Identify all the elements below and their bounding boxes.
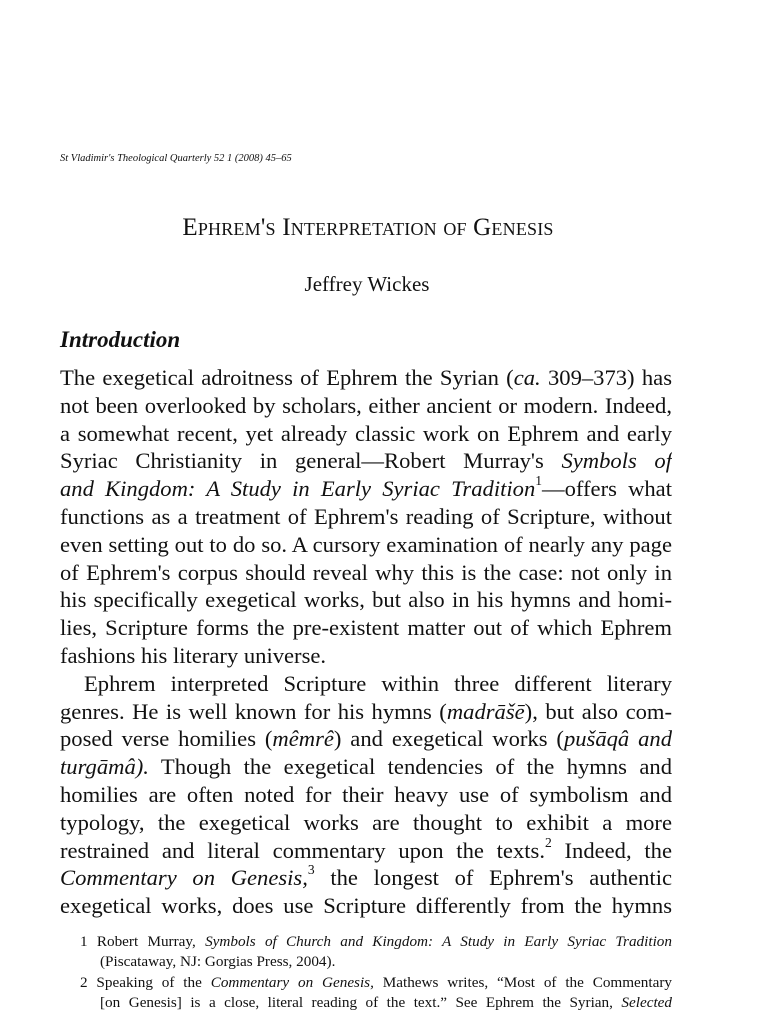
footnote-ref-3[interactable]: 3 xyxy=(307,864,315,878)
text-line: and Kingdom: A Study in Early Syriac Tradition$^1$—offers what xyxy=(60,475,672,502)
footnote-ref-2[interactable]: 2 xyxy=(544,836,552,850)
footnote-1-continued: (Piscataway, NJ: Gorgias Press, 2004). xyxy=(100,953,336,971)
article-title: Ephrem's Interpretation of Genesis xyxy=(182,214,554,241)
text-line: Syriac Christianity in general—Robert Murray's Symbols of xyxy=(60,448,672,474)
body-text xyxy=(60,364,672,920)
paragraph-1 xyxy=(60,364,672,670)
text-line: his specifically exegetical works, but also in his hymns and homi- xyxy=(60,587,672,613)
footnote-2: 2 Speaking of the Commentary on Genesis, Mathews writes, “Most of the Commentary xyxy=(80,973,672,991)
text-line: genres. He is well known for his hymns (madrāšē), but also com- xyxy=(60,698,672,724)
text-line: not been overlooked by scholars, either ancient or modern. Indeed, xyxy=(60,392,672,418)
text-line: typology, the exegetical works are thought to exhibit a more xyxy=(60,809,672,835)
text-line: homilies are often noted for their heavy use of symbolism and xyxy=(60,781,672,807)
footnote-1: 1 Robert Murray, Symbols of Church and Kingdom: A Study in Early Syriac Tradition xyxy=(80,933,672,950)
text-line: even setting out to do so. A cursory examination of nearly any page xyxy=(60,531,672,557)
text-line: Ephrem interpreted Scripture within three different literary xyxy=(84,670,672,696)
running-head: St Vladimir's Theological Quarterly 52 1 (2008) 45–65 xyxy=(60,153,292,164)
text-line: of Ephrem's corpus should reveal why this is the case: not only in xyxy=(60,559,672,585)
text-line: lies, Scripture forms the pre-existent matter out of which Ephrem xyxy=(60,615,672,641)
text-line: functions as a treatment of Ephrem's reading of Scripture, without xyxy=(60,503,672,529)
footnote-2-continued: [on Genesis] is a close, literal reading of the text.” See Ephrem the Syrian, Selected xyxy=(100,994,672,1012)
text-line: turgāmâ). Though the exegetical tendencies of the hymns and xyxy=(60,754,672,780)
section-heading: Introduction xyxy=(60,327,181,352)
text-line: exegetical works, does use Scripture differently from the hymns xyxy=(60,893,672,919)
text-line: fashions his literary universe. xyxy=(60,642,327,668)
text-line: The exegetical adroitness of Ephrem the Syrian (ca. 309–373) has xyxy=(60,365,672,390)
footnotes xyxy=(80,932,672,1014)
text-line: a somewhat recent, yet already classic work on Ephrem and early xyxy=(60,420,672,446)
text-line: restrained and literal commentary upon the texts.$^2$ Indeed, the xyxy=(60,836,672,863)
article-author: Jeffrey Wickes xyxy=(304,272,430,296)
text-line: posed verse homilies (mêmrê) and exegetical works (pušāqâ and xyxy=(60,726,672,752)
paragraph-2 xyxy=(60,670,672,920)
footnote-ref-1[interactable]: 1 xyxy=(535,475,543,489)
text-line: Commentary on Genesis,$^3$ the longest of Ephrem's authentic xyxy=(60,864,672,891)
